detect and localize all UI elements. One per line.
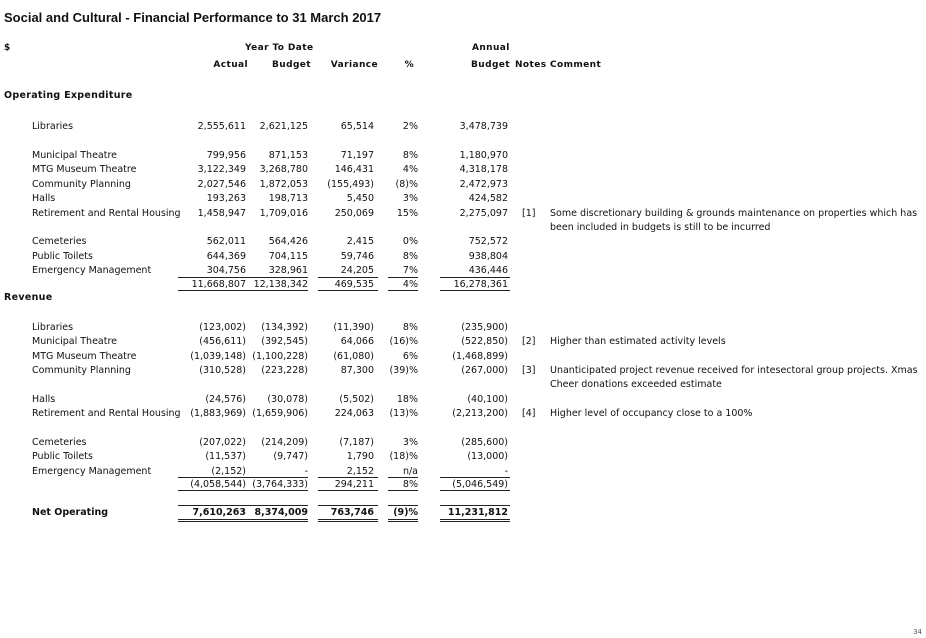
pct-value: 15% — [396, 208, 418, 219]
comment-text: Cheer donations exceeded estimate — [550, 379, 722, 390]
row-label: Retirement and Rental Housing — [32, 408, 181, 419]
subtotal-rule — [318, 290, 378, 291]
row-label: Libraries — [32, 322, 74, 333]
budget-value: 871,153 — [268, 150, 308, 161]
row-label: Public Toilets — [32, 451, 93, 462]
section-revenue: Revenue — [4, 292, 53, 303]
budget-value: 1,709,016 — [259, 208, 308, 219]
table-row — [0, 207, 926, 220]
net-double-rule — [388, 519, 418, 522]
row-label: Retirement and Rental Housing — [32, 208, 181, 219]
annual-value: (267,000) — [461, 365, 508, 376]
note-ref: [3] — [522, 365, 536, 376]
table-row — [0, 321, 926, 334]
subtotal-rule — [388, 290, 418, 291]
actual-value: 644,369 — [206, 251, 246, 262]
variance-value: (11,390) — [333, 322, 374, 333]
total-actual: (4,058,544) — [190, 479, 246, 490]
actual-value: 304,756 — [206, 265, 246, 276]
actual-value: (310,528) — [199, 365, 246, 376]
pct-value: 3% — [402, 193, 418, 204]
annual-value: 436,446 — [468, 265, 508, 276]
variance-value: 1,790 — [346, 451, 374, 462]
annual-value: 938,804 — [468, 251, 508, 262]
net-rule — [178, 505, 308, 506]
annual-value: (40,100) — [467, 394, 508, 405]
budget-value: (214,209) — [261, 437, 308, 448]
budget-value: 3,268,780 — [259, 164, 308, 175]
variance-value: 71,197 — [340, 150, 374, 161]
annual-value: (13,000) — [467, 451, 508, 462]
subtotal-rule — [388, 490, 418, 491]
annual-value: 4,318,178 — [459, 164, 508, 175]
net-pct: (9)% — [393, 507, 418, 518]
net-annual: 11,231,812 — [447, 507, 508, 518]
row-label: Cemeteries — [32, 437, 87, 448]
budget-header: Budget — [272, 60, 311, 70]
table-row — [0, 192, 926, 205]
table-row — [0, 350, 926, 363]
variance-value: 2,415 — [346, 236, 374, 247]
annual-value: (235,900) — [461, 322, 508, 333]
variance-value: 59,746 — [340, 251, 374, 262]
budget-value: (223,228) — [261, 365, 308, 376]
table-row — [0, 178, 926, 191]
actual-value: (2,152) — [211, 466, 246, 477]
net-rule — [388, 505, 418, 506]
row-label: Public Toilets — [32, 251, 93, 262]
comment-text: Higher level of occupancy close to a 100% — [550, 408, 753, 419]
section-operating-expenditure: Operating Expenditure — [4, 90, 133, 101]
budget-value: 564,426 — [268, 236, 308, 247]
pct-value: 0% — [402, 236, 418, 247]
annual-value: - — [504, 466, 508, 477]
budget-value: (30,078) — [267, 394, 308, 405]
row-label: Municipal Theatre — [32, 150, 118, 161]
table-row — [0, 393, 926, 406]
table-row — [0, 364, 926, 377]
row-label: Halls — [32, 394, 56, 405]
pct-value: 8% — [402, 322, 418, 333]
variance-value: 250,069 — [334, 208, 374, 219]
row-label: Emergency Management — [32, 466, 152, 477]
variance-value: (61,080) — [333, 351, 374, 362]
row-label: Halls — [32, 193, 56, 204]
note-ref: [1] — [522, 208, 536, 219]
net-actual: 7,610,263 — [192, 507, 246, 518]
actual-value: 1,458,947 — [197, 208, 246, 219]
variance-value: 87,300 — [340, 365, 374, 376]
annual-value: 2,472,973 — [459, 179, 508, 190]
table-row — [0, 264, 926, 277]
annual-value: 2,275,097 — [459, 208, 508, 219]
total-budget: (3,764,333) — [252, 479, 308, 490]
budget-value: (1,100,228) — [252, 351, 308, 362]
total-annual: 16,278,361 — [453, 279, 508, 290]
actual-value: 3,122,349 — [197, 164, 246, 175]
annual-value: 424,582 — [468, 193, 508, 204]
comment-text: Higher than estimated activity levels — [550, 336, 726, 347]
net-double-rule — [178, 519, 308, 522]
variance-value: 24,205 — [340, 265, 374, 276]
net-budget: 8,374,009 — [254, 507, 308, 518]
actual-value: (1,039,148) — [190, 351, 246, 362]
page-number: 34 — [913, 628, 922, 636]
budget-value: 1,872,053 — [259, 179, 308, 190]
budget-value: 704,115 — [268, 251, 308, 262]
total-variance: 469,535 — [334, 279, 374, 290]
budget-value: (9,747) — [273, 451, 308, 462]
total-variance: 294,211 — [334, 479, 374, 490]
row-label: MTG Museum Theatre — [32, 164, 137, 175]
net-double-rule — [440, 519, 510, 522]
net-double-rule — [318, 519, 378, 522]
variance-value: (5,502) — [339, 394, 374, 405]
variance-value: 224,063 — [334, 408, 374, 419]
pct-value: 8% — [402, 251, 418, 262]
table-row — [0, 335, 926, 348]
variance-value: 5,450 — [346, 193, 374, 204]
table-row — [0, 407, 926, 420]
table-row — [0, 149, 926, 162]
pct-value: n/a — [402, 466, 418, 477]
row-label: Emergency Management — [32, 265, 152, 276]
pct-value: 8% — [402, 150, 418, 161]
budget-value: (134,392) — [261, 322, 308, 333]
variance-value: 146,431 — [334, 164, 374, 175]
row-label: Municipal Theatre — [32, 336, 118, 347]
actual-value: (456,611) — [199, 336, 246, 347]
note-ref: [2] — [522, 336, 536, 347]
actual-value: (11,537) — [205, 451, 246, 462]
net-operating-row — [0, 506, 926, 519]
budget-value: 2,621,125 — [259, 121, 308, 132]
actual-value: (1,883,969) — [190, 408, 246, 419]
annual-value: 3,478,739 — [459, 121, 508, 132]
annual-value: (285,600) — [461, 437, 508, 448]
table-row — [0, 235, 926, 248]
subtotal-rule — [178, 490, 308, 491]
comment-text: Some discretionary building & grounds maintenance on properties which has — [550, 208, 918, 219]
budget-value: (392,545) — [261, 336, 308, 347]
comment-continuation-row — [0, 378, 926, 391]
actual-value: (24,576) — [205, 394, 246, 405]
budget-value: 198,713 — [268, 193, 308, 204]
table-row — [0, 120, 926, 133]
net-rule — [318, 505, 378, 506]
actual-value: 193,263 — [206, 193, 246, 204]
comment-text: Unanticipated project revenue received for intesectoral group projects. Xmas — [550, 365, 918, 376]
row-label: Community Planning — [32, 179, 131, 190]
comment-continuation-row — [0, 221, 926, 234]
net-variance: 763,746 — [330, 507, 374, 518]
row-label: MTG Museum Theatre — [32, 351, 137, 362]
pct-value: (18)% — [389, 451, 418, 462]
subtotal-rule — [440, 490, 510, 491]
annual-value: (1,468,899) — [452, 351, 508, 362]
net-rule — [440, 505, 510, 506]
actual-value: (123,002) — [199, 322, 246, 333]
total-actual: 11,668,807 — [191, 279, 246, 290]
actual-value: (207,022) — [199, 437, 246, 448]
pct-value: (13)% — [389, 408, 418, 419]
annual-value: (2,213,200) — [452, 408, 508, 419]
currency-header: $ — [4, 43, 11, 53]
pct-value: 2% — [402, 121, 418, 132]
variance-value: 65,514 — [340, 121, 374, 132]
row-label: Cemeteries — [32, 236, 87, 247]
note-ref: [4] — [522, 408, 536, 419]
subtotal-rule — [318, 490, 378, 491]
annual-header: Annual — [472, 43, 510, 53]
total-budget: 12,138,342 — [253, 279, 308, 290]
row-label: Libraries — [32, 121, 74, 132]
variance-header: Variance — [330, 60, 378, 70]
budget-value: 328,961 — [268, 265, 308, 276]
row-label: Community Planning — [32, 365, 131, 376]
variance-value: (7,187) — [339, 437, 374, 448]
pct-value: (8)% — [395, 179, 418, 190]
annual-value: 752,572 — [468, 236, 508, 247]
net-operating-label: Net Operating — [32, 507, 109, 518]
variance-value: 2,152 — [346, 466, 374, 477]
total-pct: 8% — [402, 479, 418, 490]
table-row — [0, 163, 926, 176]
year-to-date-header: Year To Date — [245, 43, 314, 53]
annual-budget-header: Budget — [471, 60, 510, 70]
pct-value: (16)% — [389, 336, 418, 347]
actual-value: 2,555,611 — [197, 121, 246, 132]
actual-value: 799,956 — [206, 150, 246, 161]
pct-value: 3% — [402, 437, 418, 448]
pct-value: 4% — [402, 164, 418, 175]
actual-value: 562,011 — [206, 236, 246, 247]
notes-header: Notes — [515, 60, 547, 70]
percent-header: % — [404, 60, 414, 70]
page-title: Social and Cultural - Financial Performance to 31 March 2017 — [4, 10, 382, 25]
subtotal-rule — [440, 290, 510, 291]
subtotal-rule — [178, 290, 308, 291]
pct-value: 7% — [402, 265, 418, 276]
actual-header: Actual — [213, 60, 248, 70]
comment-header: Comment — [550, 60, 602, 70]
table-row — [0, 436, 926, 449]
variance-value: (155,493) — [327, 179, 374, 190]
actual-value: 2,027,546 — [197, 179, 246, 190]
table-row — [0, 250, 926, 263]
annual-value: (522,850) — [461, 336, 508, 347]
budget-value: - — [304, 466, 308, 477]
annual-value: 1,180,970 — [459, 150, 508, 161]
total-pct: 4% — [402, 279, 418, 290]
pct-value: 18% — [396, 394, 418, 405]
pct-value: (39)% — [389, 365, 418, 376]
total-annual: (5,046,549) — [452, 479, 508, 490]
variance-value: 64,066 — [340, 336, 374, 347]
pct-value: 6% — [402, 351, 418, 362]
comment-text: been included in budgets is still to be incurred — [550, 222, 771, 233]
budget-value: (1,659,906) — [252, 408, 308, 419]
table-row — [0, 450, 926, 463]
